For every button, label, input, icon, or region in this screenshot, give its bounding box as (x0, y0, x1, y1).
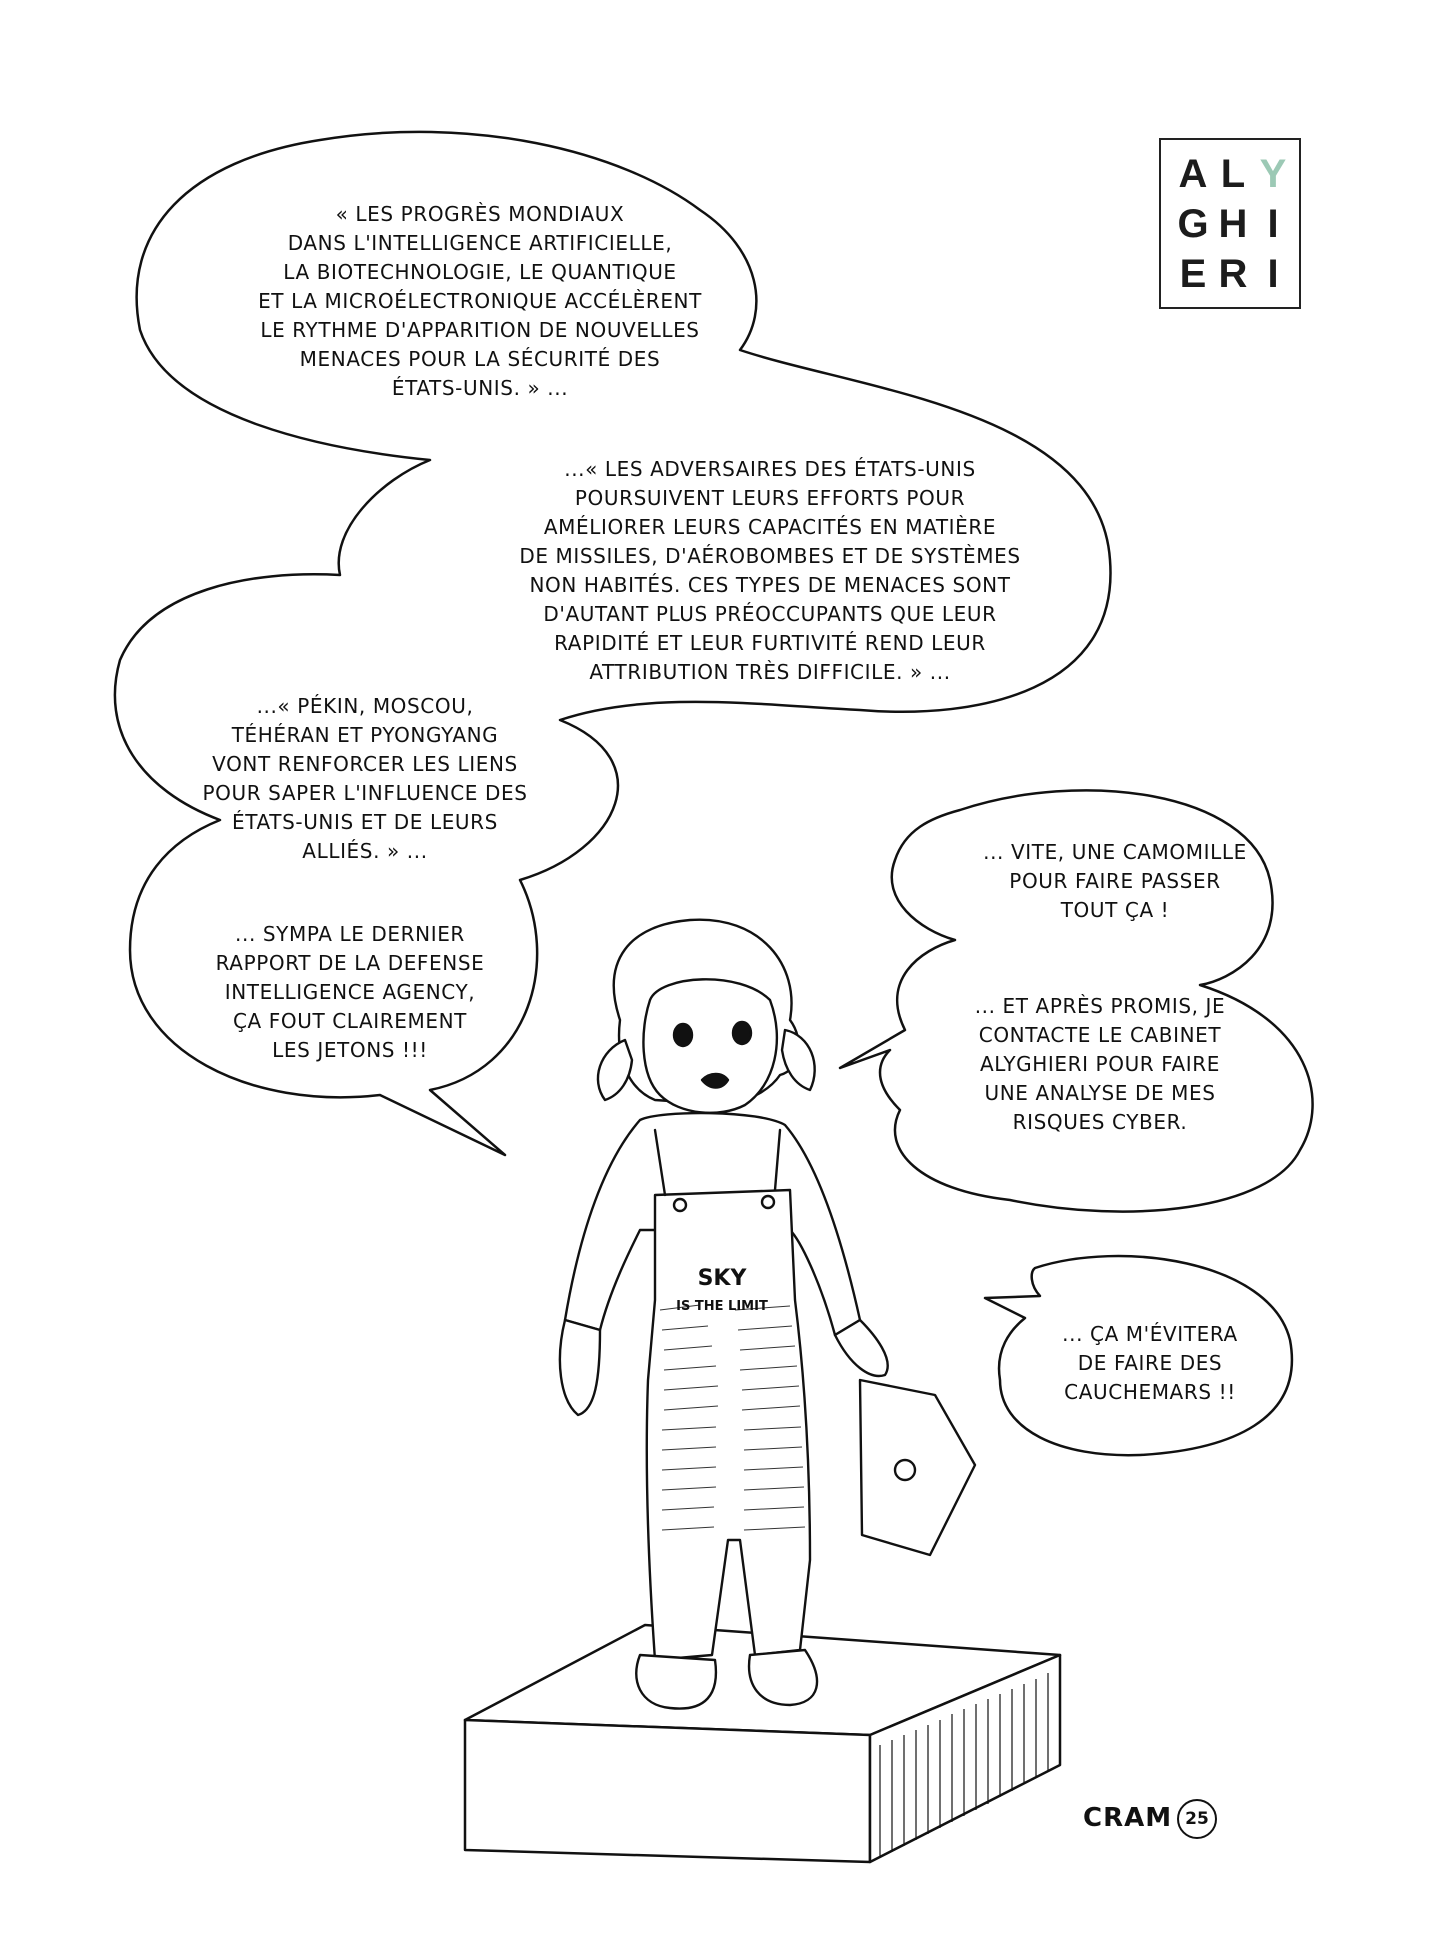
bubble-line: D'AUTANT PLUS PRÉOCCUPANTS QUE LEUR (543, 602, 997, 626)
bubble-line: NON HABITÉS. CES TYPES DE MENACES SONT (529, 573, 1011, 597)
bubble-line: DE MISSILES, D'AÉROBOMBES ET DE SYSTÈMES (519, 544, 1021, 568)
bubble-line: RISQUES CYBER. (1012, 1110, 1188, 1134)
bubble-line: TÉHÉRAN ET PYONGYANG (231, 723, 499, 747)
bubble-cabinet (950, 992, 1250, 1137)
logo-letter: A (1178, 152, 1208, 196)
bubble-line: ATTRIBUTION TRÈS DIFFICILE. » ... (589, 660, 951, 684)
logo-row (1175, 204, 1291, 244)
logo-letter: G (1177, 202, 1209, 246)
bubble-line: UNE ANALYSE DE MES (984, 1081, 1216, 1105)
bubble-line: ...« LES ADVERSAIRES DES ÉTATS-UNIS (564, 457, 976, 481)
logo-letter: R (1218, 252, 1248, 296)
bubble-line: AMÉLIORER LEURS CAPACITÉS EN MATIÈRE (543, 515, 997, 539)
signature-number: 25 (1177, 1799, 1217, 1839)
bubble-line: MENACES POUR LA SÉCURITÉ DES (299, 347, 661, 371)
logo-row (1175, 154, 1291, 194)
bubble-line: POURSUIVENT LEURS EFFORTS POUR (574, 486, 966, 510)
logo-letter-accent: Y (1259, 152, 1287, 196)
bubble-line: ... ET APRÈS PROMIS, JE (974, 994, 1226, 1018)
overalls-print-limit: IS THE LIMIT (676, 1299, 768, 1314)
bubble-line: ... SYMPA LE DERNIER (235, 922, 465, 946)
bubble-report-alliance (170, 692, 560, 866)
bubble-line: CAUCHEMARS !! (1064, 1380, 1236, 1404)
alyghieri-logo (1159, 138, 1301, 309)
logo-letter: I (1267, 202, 1279, 246)
bubble-line: RAPPORT DE LA DEFENSE (215, 951, 485, 975)
bubble-line: LE RYTHME D'APPARITION DE NOUVELLES (260, 318, 700, 342)
bubble-line: VONT RENFORCER LES LIENS (212, 752, 518, 776)
bubble-report-ai (200, 200, 760, 403)
bubble-line: ...« PÉKIN, MOSCOU, (256, 694, 474, 718)
bubble-line: RAPIDITÉ ET LEUR FURTIVITÉ REND LEUR (554, 631, 986, 655)
bubble-line: POUR SAPER L'INFLUENCE DES (202, 781, 528, 805)
artist-signature: CRAM (1083, 1803, 1173, 1833)
bubble-line: CONTACTE LE CABINET (978, 1023, 1222, 1047)
bubble-line: ÇA FOUT CLAIREMENT (232, 1009, 467, 1033)
bubble-line: DE FAIRE DES (1077, 1351, 1223, 1375)
bubble-line: ÉTATS-UNIS ET DE LEURS (232, 810, 498, 834)
bubble-line: POUR FAIRE PASSER (1009, 869, 1221, 893)
logo-letter: H (1218, 202, 1248, 246)
bubble-report-missiles (490, 455, 1050, 687)
bubble-line: ET LA MICROÉLECTRONIQUE ACCÉLÈRENT (258, 289, 702, 313)
logo-letter: I (1267, 252, 1279, 296)
bubble-line: LES JETONS !!! (272, 1038, 428, 1062)
bubble-line: ALLIÉS. » ... (302, 839, 428, 863)
logo-letter: L (1220, 152, 1246, 196)
bubble-line: TOUT ÇA ! (1060, 898, 1170, 922)
bubble-line: ... ÇA M'ÉVITERA (1062, 1322, 1238, 1346)
bubble-line: DANS L'INTELLIGENCE ARTIFICIELLE, (287, 231, 673, 255)
bubble-line: ... VITE, UNE CAMOMILLE (983, 840, 1247, 864)
overalls-print-sky: SKY (697, 1266, 747, 1291)
bubble-chamomile (975, 838, 1255, 925)
bubble-girl-comment (180, 920, 520, 1065)
logo-letter: E (1179, 252, 1207, 296)
bubble-line: INTELLIGENCE AGENCY, (224, 980, 476, 1004)
bubble-line: ALYGHIERI POUR FAIRE (979, 1052, 1221, 1076)
logo-row (1175, 254, 1291, 294)
bubble-line: ÉTATS-UNIS. » ... (391, 376, 569, 400)
bubble-nightmares (1040, 1320, 1260, 1407)
bubble-line: « LES PROGRÈS MONDIAUX (335, 202, 625, 226)
bubble-line: LA BIOTECHNOLOGIE, LE QUANTIQUE (283, 260, 677, 284)
